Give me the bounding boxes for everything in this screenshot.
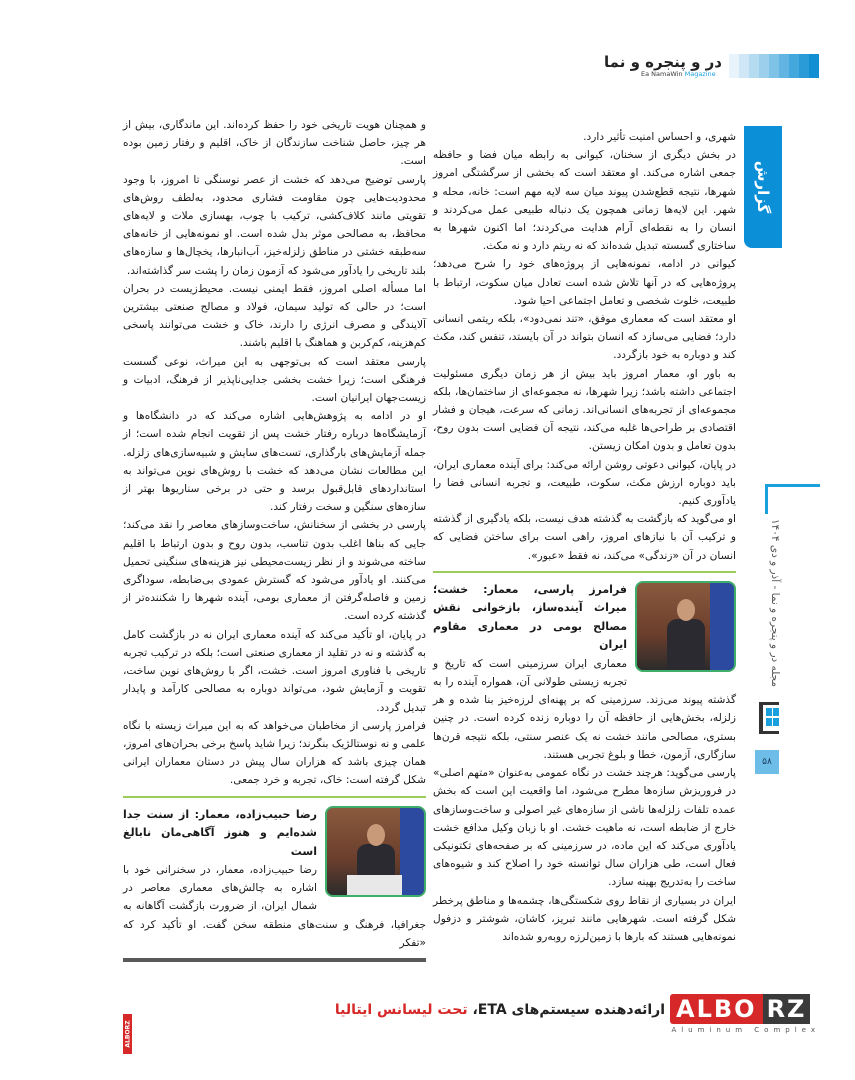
section-tab xyxy=(744,126,782,248)
alborz-logo xyxy=(670,994,820,1024)
logo-bar-segment xyxy=(739,54,749,78)
logo-bar-segment xyxy=(729,54,739,78)
paragraph: و همچنان هویت تاریخی خود را حفظ کرده‌اند. این ماندگاری، بیش از هر چیز، حاصل شناخت سازندگان از خاک، اقلیم و رفتار زمین بوده است. xyxy=(123,119,426,168)
paragraph: کیوانی در ادامه، نمونه‌هایی از پروژه‌های خود را شرح می‌دهد؛ پروژه‌هایی که در آنها تلاش شده است تعادل میان سکوت، ارتباط با طبیعت، خلوت شخصی و تعامل اجتماعی احیا شود. xyxy=(433,258,736,307)
paragraph: اما مسأله اصلی امروز، فقط ایمنی نیست. محیط‌زیست در بحران است؛ در حالی که تولید سیمان، فولاد و مصالح صنعتی بیشترین آلایندگی و مصرف انرژی را دارند، خاک و خشت می‌توانند پاسخی کم‌هزینه، کم‌کربن و هماهنگ با اقلیم باشند. xyxy=(123,282,426,350)
column-left-body xyxy=(123,116,426,790)
paragraph: پارسی معتقد است که بی‌توجهی به این میراث، نوعی گسست فرهنگی است؛ زیرا خشت بخشی جدایی‌ناپذیر از فرهنگ، ادبیات و زیست‌جهان ایرانیان است. xyxy=(123,355,426,405)
flag-banner xyxy=(400,808,424,895)
paragraph: پارسی می‌گوید: هرچند خشت در نگاه عمومی به‌عنوان «متهم اصلی» در فروریزش سازه‌ها مطرح می‌شود، اما واقعیت این است که بخش عمده تلفات زلزله‌ها ناشی از سازه‌های غیر اصولی و ساخت‌وسازهای خارج از ضابطه است، نه ماهیت خشت. او با زبان وکیل مدافع خشت یادآوری می‌کند که این ماده، در سرزمینی که بر صفحه‌های تکتونیکی فعال است، طی هزاران سال توانسته خود را اصلاح کند و شیوه‌های ساخت را به‌تدریج بهینه سازد. xyxy=(433,767,736,889)
podium xyxy=(347,875,402,895)
interview-body xyxy=(433,655,736,946)
alborz-logo-red: ALBO xyxy=(670,994,763,1024)
interview-headline: رضا حبیب‌زاده، معمار: از سنت جدا شده‌ایم و هنوز آگاهی‌مان نابالغ است xyxy=(123,807,317,858)
article-column-right xyxy=(433,128,736,946)
window-icon xyxy=(757,700,783,736)
interview-parsi xyxy=(433,581,736,946)
issue-caption: مجله در و پنجره و نما - آذر و دی ۱۴۰۴ xyxy=(769,518,781,687)
paragraph: او می‌گوید که بازگشت به گذشته هدف نیست، بلکه یادگیری از گذشته و ترکیب آن با نیازهای امروز، راهی است برای ساختن فضایی که انسان در آن «زندگی» می‌کند، نه فقط «عبور». xyxy=(433,513,736,562)
article-column-left xyxy=(123,116,426,970)
logo-magazine: Magazine xyxy=(684,70,716,78)
paragraph: فرامرز پارسی از مخاطبان می‌خواهد که به این میراث زیسته با نگاه علمی و نه نوستالژیک بنگرند؛ زیرا شاید پاسخ برخی بحران‌های امروز، همان چیزی باشد که هزاران سال پیش در دستان معماران ایرانی شکل گرفته است: خاک، تجربه و خرد جمعی. xyxy=(123,719,426,787)
flag-banner xyxy=(710,583,734,670)
speaker-figure xyxy=(667,599,705,669)
section-divider-dark xyxy=(123,958,426,962)
paragraph: ایران در بسیاری از نقاط روی شکستگی‌ها، چشمه‌ها و مناطق پرخطر شکل گرفته است. شهرهایی مانند تبریز، کاشان، شوشتر و دزفول نمونه‌هایی هستند که بارها با زمین‌لرزه روبه‌رو شده‌اند xyxy=(433,894,736,943)
ad-tagline-highlight: تحت لیسانس ایتالیا xyxy=(334,1002,473,1018)
logo-bar-segment xyxy=(799,54,809,78)
sidebar-caption xyxy=(767,515,783,690)
logo-bar-segment xyxy=(769,54,779,78)
paragraph: رضا حبیب‌زاده، معمار، در سخنرانی خود با اشاره به چالش‌های معماری معاصر در شمال ایران، از ضرورت بازگشت آگاهانه به جغرافیا، فرهنگ و سنت‌های منطقه سخن گفت. او تأکید کرد که «تفکر xyxy=(123,864,426,949)
logo-bar-segment xyxy=(749,54,759,78)
sidebar-accent-line xyxy=(765,484,768,514)
paragraph: او در ادامه به پژوهش‌هایی اشاره می‌کند که در دانشگاه‌ها و آزمایشگاه‌ها درباره رفتار خشت پس از تقویت انجام شده است؛ از جمله آزمایش‌های بارگذاری، تست‌های سایش و شبیه‌سازی‌های زلزله. این مطالعات نشان می‌دهد که خشت با روش‌های نوین می‌تواند به استانداردهای قابل‌قبول برسد و حتی در برخی سناریوها بهتر از سازه‌های سنگین و سخت رفتار کند. xyxy=(123,410,426,514)
interview-habibzadeh xyxy=(123,806,426,953)
alborz-subtitle: Aluminum Complex xyxy=(671,1026,820,1034)
logo-bar-segment xyxy=(759,54,769,78)
paragraph: در پایان، او تأکید می‌کند که آینده معماری ایران نه در بازگشت کامل به گذشته و نه در تقلید از معماری صنعتی است؛ بلکه در ترکیب تجربه تاریخی با فناوری امروز است. خشت، اگر با روش‌های نوین ساخت، تقویت و آزمایش شود، می‌تواند دوباره به مصالحی کارآمد و پایدار تبدیل گردد. xyxy=(123,628,426,714)
speaker-photo xyxy=(325,806,426,897)
speaker-photo xyxy=(635,581,736,672)
section-divider xyxy=(433,571,736,573)
ad-tagline xyxy=(335,1002,665,1018)
logo-english xyxy=(641,70,722,78)
page-number: ۵۸ xyxy=(755,750,779,774)
alborz-logo-dark: RZ xyxy=(763,994,811,1024)
footer-advertisement[interactable] xyxy=(150,990,850,1040)
paragraph: او معتقد است که معماری موفق، «تند نمی‌دود»، بلکه ریتمی انسانی دارد؛ فضایی می‌سازد که انسان بتواند در آن بایستد، تنفس کند، مکث کند و دوباره به خود بازگردد. xyxy=(433,313,736,362)
paragraph: معماری ایران سرزمینی است که تاریخ و تجربه زیستی طولانی آن، همواره آینده را به گذشته پیوند می‌زند. سرزمینی که بر پهنه‌ای لرزه‌خیز بنا شده و هر زلزله، بخش‌هایی از حافظه آن را دوباره زنده کرده است. در چنین بستری، مصالحی مانند خشت نه یک عنصر سنتی، بلکه نتیجه قرن‌ها سازگاری، آزمون، خطا و بلوغ تجربی هستند. xyxy=(433,657,736,761)
paragraph: پارسی توضیح می‌دهد که خشت از عصر نوسنگی تا امروز، با وجود محدودیت‌هایی چون مقاومت فشاری محدود، به‌لطف روش‌های تقویتی مانند کلاف‌کشی، ترکیب با چوب، بهسازی ملات و لایه‌های محافظ، به مصالحی موثر بدل شده است. او نمونه‌هایی از خانه‌های سه‌طبقه خشتی در مناطق زلزله‌خیز، آب‌انبارها، یخچال‌ها و سازه‌های بلند تاریخی را یادآور می‌شود که آزمون زمان را پشت سر گذاشته‌اند. xyxy=(123,173,426,277)
magazine-logo xyxy=(604,53,722,78)
logo-brand: Ea NamaWin xyxy=(641,70,683,78)
column-right-body xyxy=(433,128,736,565)
section-label: گزارش xyxy=(754,160,772,214)
alborz-side-logo: ALBORZ xyxy=(123,1014,132,1054)
sidebar-accent-line-horizontal xyxy=(765,484,820,487)
logo-persian: در و پنجره و نما xyxy=(604,53,722,71)
section-divider xyxy=(123,796,426,798)
logo-bar-segment xyxy=(789,54,799,78)
logo-bar-segment xyxy=(809,54,819,78)
paragraph: به باور او، معمار امروز باید بیش از هر زمان دیگری مسئولیت اجتماعی داشته باشد؛ زیرا شهرها، نه مجموعه‌ای از ساختمان‌ها، بلکه مجموعه‌ای از تجربه‌های انسانی‌اند. زمانی که سرعت، هیجان و فشار اقتصادی بر طراحی‌ها غلبه می‌کند، نتیجه آن فضایی است بدون روح، بدون تعامل و بدون امکان زیستن. xyxy=(433,367,736,453)
paragraph: در پایان، کیوانی دعوتی روشن ارائه می‌کند: برای آینده معماری ایران، باید دوباره ارزش مکث، سکوت، طبیعت، و تجربه انسانی فضا را یادآوری کنیم. xyxy=(433,458,736,508)
interview-headline: فرامرز پارسی، معمار: خشت؛ میراث آینده‌ساز، بازخوانی نقش مصالح بومی در معماری مقاوم ایران xyxy=(433,582,627,652)
ad-tagline-main: ارائه‌دهنده سیستم‌های ETA، xyxy=(472,1002,665,1018)
logo-bar-segment xyxy=(779,54,789,78)
logo-gradient-bar xyxy=(729,54,819,78)
paragraph: شهری، و احساس امنیت تأثیر دارد. xyxy=(583,131,736,143)
paragraph: در بخش دیگری از سخنان، کیوانی به رابطه میان فضا و حافظه جمعی اشاره می‌کند. او معتقد است که بخشی از سرگشتگی امروز شهرها، نتیجه قطع‌شدن پیوند میان سه لایه مهم است: خانه، محله و شهر. این لایه‌ها زمانی همچون یک دنباله طبیعی عمل می‌کردند و انسان را به نقطه‌ای آرام هدایت می‌کردند؛ اما اکنون شهرها به ساختاری گسسته تبدیل شده‌اند که نه ریتم دارد و نه مکث. xyxy=(433,149,736,253)
paragraph: پارسی در بخشی از سخنانش، ساخت‌وسازهای معاصر را نقد می‌کند؛ جایی که بناها اغلب بدون تناسب، بدون روح و بدون ارتباط با اقلیم ساخته می‌شوند و از نظر زیست‌محیطی نیز هزینه‌های سنگینی تحمیل می‌کنند. او یادآور می‌شود که گسترش عمودی بی‌ضابطه، سوداگری زمین و فاصله‌گرفتن از معماری بومی، آینده شهرها را شکننده‌تر از گذشته کرده است. xyxy=(123,519,426,623)
